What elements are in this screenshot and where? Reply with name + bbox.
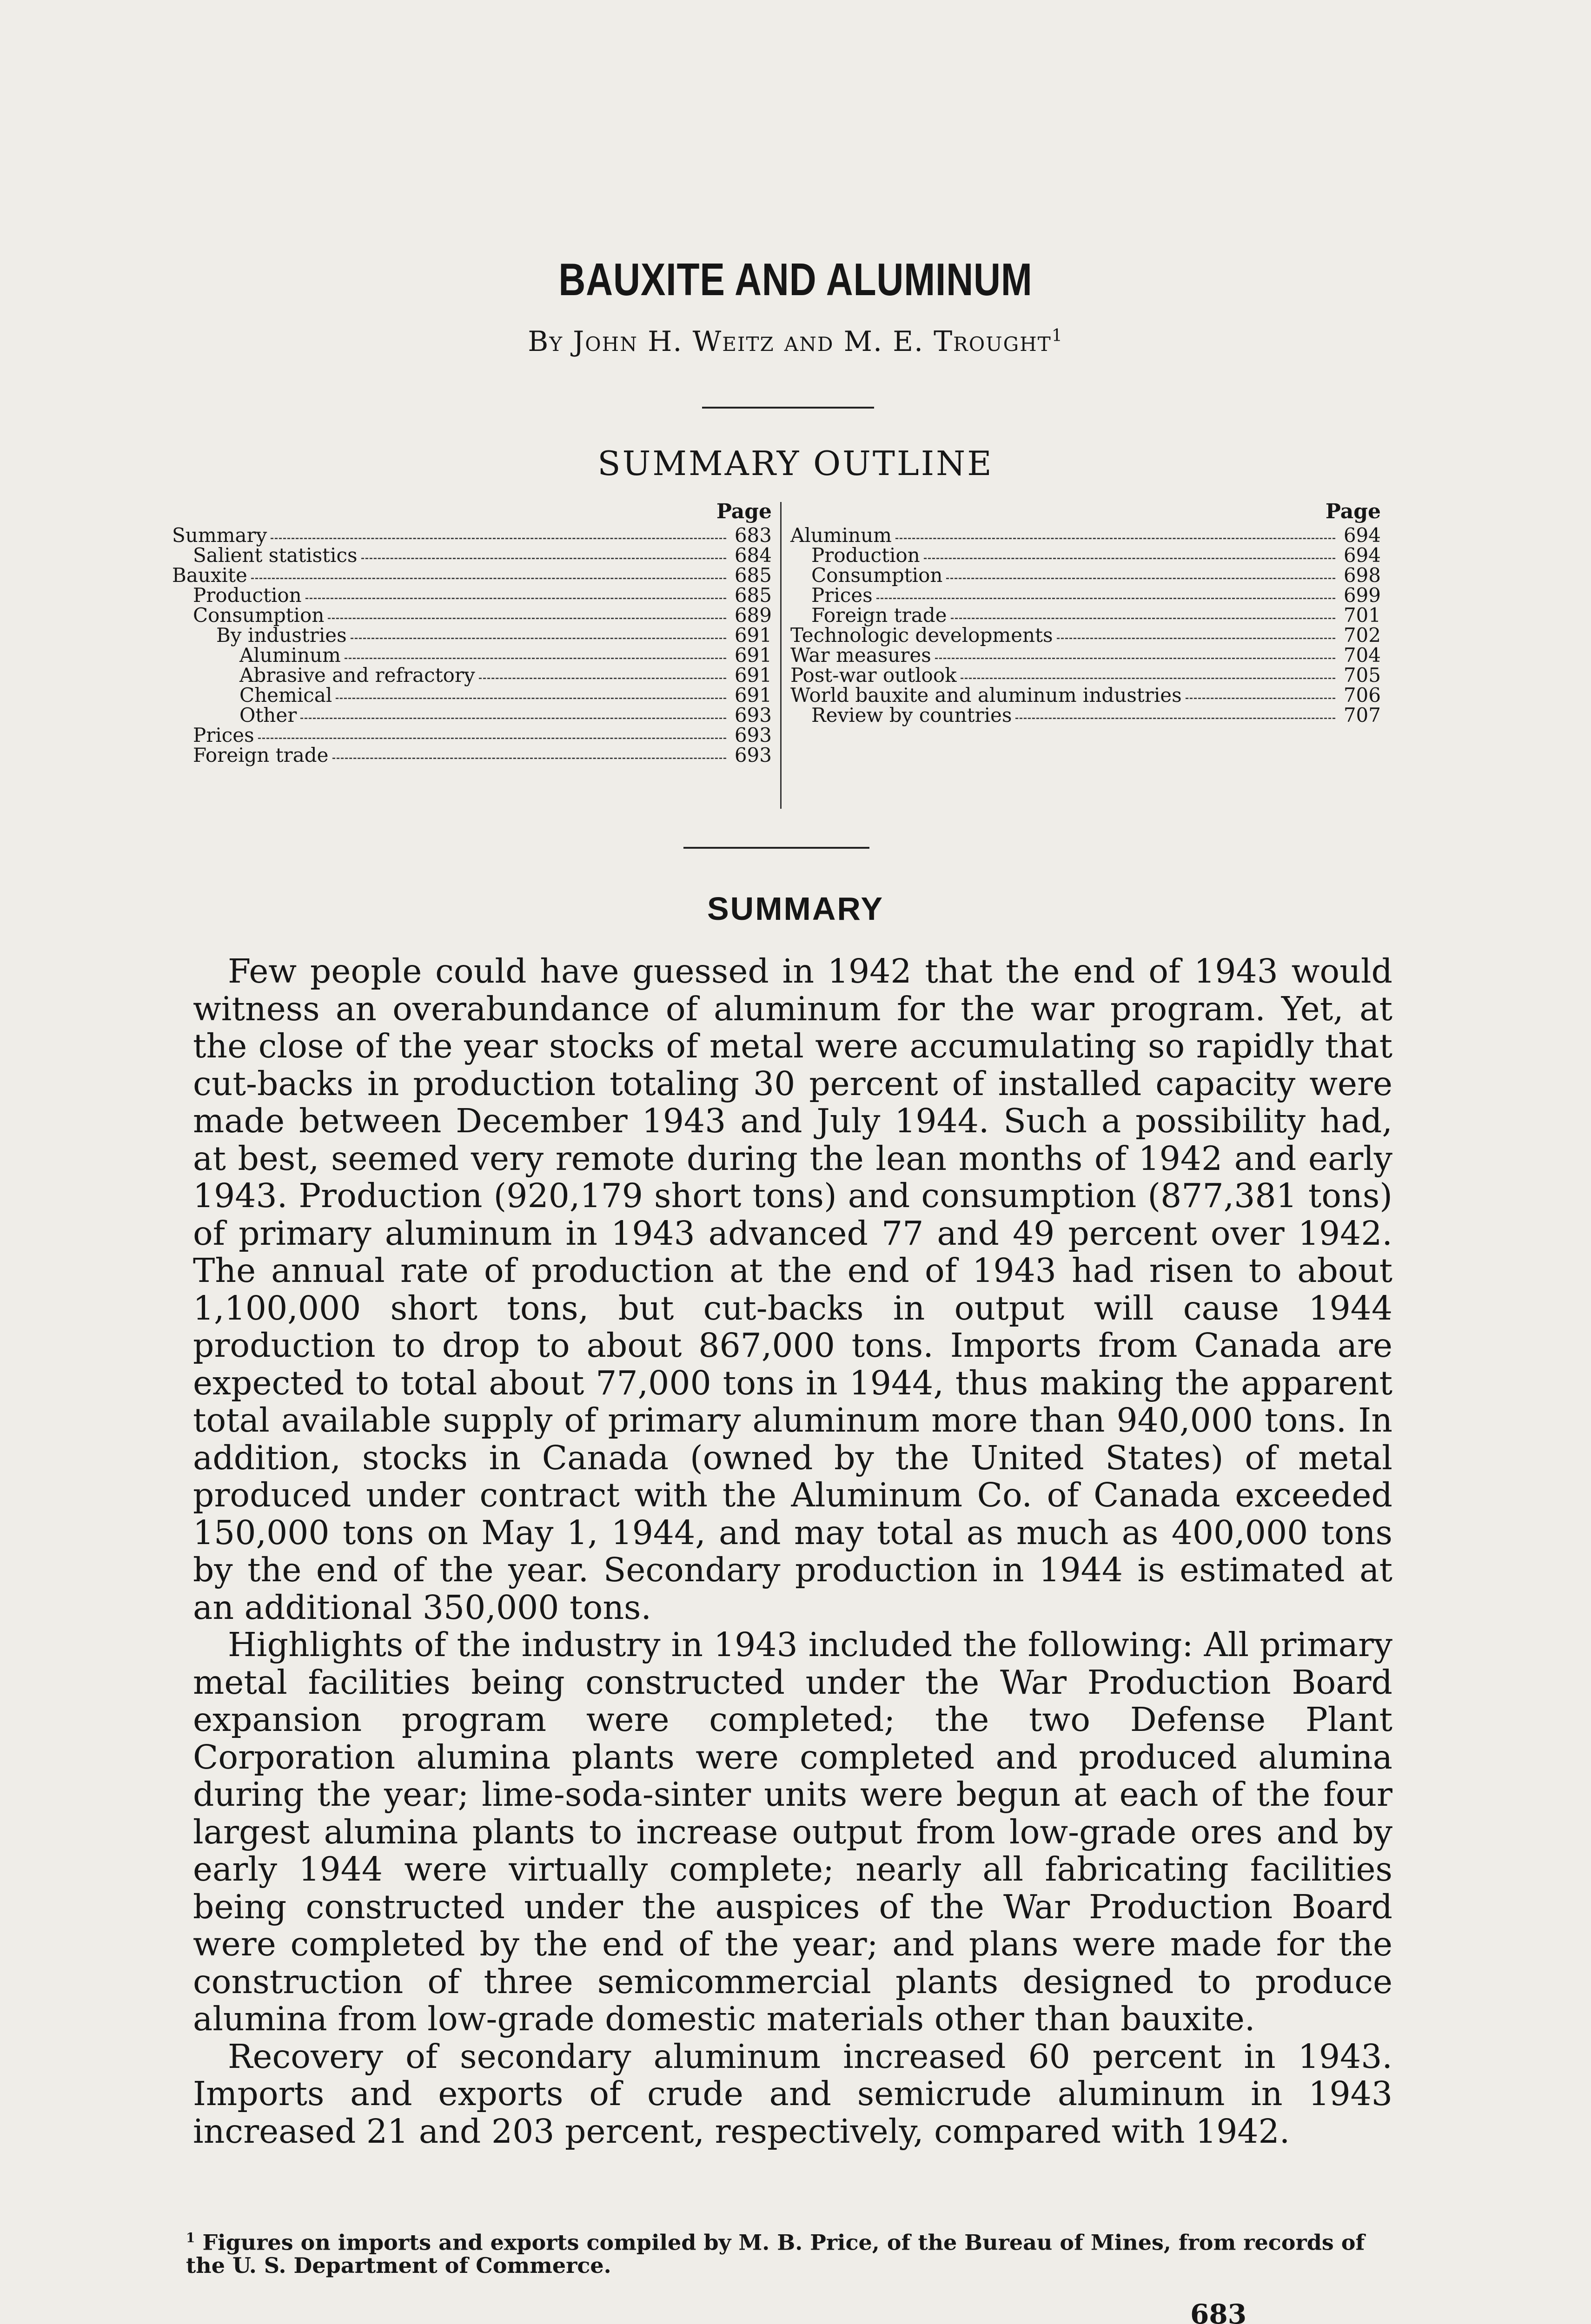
toc-leader-dots [300,718,726,719]
toc-leader-dots [1015,718,1335,719]
toc-entry-label: Chemical [239,684,332,706]
summary-body [193,953,1392,2150]
toc-entry-page: 704 [1343,644,1381,667]
toc-entry-label: Bauxite [172,564,247,587]
byline-prefix: By [528,325,563,358]
toc-entry [172,745,772,765]
toc-entry-page: 694 [1343,524,1381,547]
footnote-text: Figures on imports and exports compiled by M. B. Price, of the Bureau of Mines, from records of the U. S. Department of Commerce. [186,2230,1365,2278]
summary-paragraph: Recovery of secondary aluminum increased 60 percent in 1943. Imports and exports of crude and semicrude aluminum in 1943 increased 21 and 203 percent, respectively, compared with 1942. [193,2037,1392,2151]
toc-entry [790,625,1381,645]
toc-entry [172,565,772,585]
toc-entry-page: 706 [1343,684,1381,706]
toc-leader-dots [876,598,1335,599]
toc-entry-label: Prices [811,584,873,607]
toc-entry [172,585,772,605]
toc-entry-page: 694 [1343,544,1381,567]
toc-entry-label: Other [239,704,297,726]
toc-entry-page: 691 [734,624,772,647]
toc-leader-dots [946,578,1335,579]
byline-and: and [784,325,834,358]
toc-entry [790,645,1381,665]
toc-entry [172,645,772,665]
page-title: BAUXITE AND ALUMINUM [558,254,1033,305]
toc-entry-page: 705 [1343,664,1381,687]
summary-paragraph: Highlights of the industry in 1943 included the following: All primary metal facilities being constructed under the War Production Board expansion program were completed; the two Defense Plant Corporation alumina plants were completed and produced alumina during the year; lime-soda-sinter units were begun at each of the four largest alumina plants to increase output from low-grade ores and by early 1944 were virtually complete; nearly all fabricating facilities being constructed under the auspices of the War Production Board were completed by the end of the year; and plans were made for the construction of three semicommercial plants designed to produce alumina from low-grade domestic materials other than bauxite. [193,1625,1392,2038]
toc-right-column [790,500,1381,725]
toc-left-column [172,500,772,765]
toc-entry [172,725,772,745]
toc-leader-dots [479,678,726,679]
page-number: 683 [1190,2298,1247,2324]
toc-entry-page: 693 [734,724,772,746]
toc-entry-label: Abrasive and refractory [239,664,475,687]
toc-entry-label: Post-war outlook [790,664,957,687]
toc-entry [790,565,1381,585]
toc-entry [790,665,1381,685]
toc-leader-dots [1186,698,1335,699]
toc-leader-dots [258,738,726,739]
byline [0,325,1591,358]
toc-entry [790,525,1381,545]
toc-entry [790,685,1381,705]
toc-entry-label: Prices [193,724,254,746]
toc-leader-dots [961,678,1335,679]
toc-entry [790,545,1381,565]
toc-page-header: Page [716,500,772,523]
toc-entry-label: Foreign trade [193,744,329,766]
toc-page-header: Page [1325,500,1381,523]
toc-entry-label: Review by countries [811,704,1012,726]
footnote [186,2226,1395,2277]
toc-leader-dots [328,618,726,619]
toc-entry-page: 691 [734,664,772,687]
outline-heading: SUMMARY OUTLINE [597,444,994,483]
toc-leader-dots [351,638,726,639]
toc-entry [172,605,772,625]
summary-heading: SUMMARY [707,891,884,927]
toc-entry [790,585,1381,605]
title-divider [702,407,874,409]
toc-entry [790,705,1381,725]
toc-entry-page: 693 [734,704,772,726]
toc-column-divider [780,502,782,809]
toc-entry-page: 684 [734,544,772,567]
toc-entry-label: Summary [172,524,267,547]
author-2: M. E. Trought [843,325,1052,358]
toc-entry-label: Salient statistics [193,544,358,567]
toc-entry-page: 693 [734,744,772,766]
toc-entry-page: 702 [1343,624,1381,647]
toc-leader-dots [935,658,1335,659]
toc-entry [172,625,772,645]
byline-footnote-mark: 1 [1051,326,1063,345]
toc-entry-page: 701 [1343,604,1381,627]
toc-entry-label: Consumption [193,604,325,627]
toc-entry-page: 699 [1343,584,1381,607]
toc-entry-page: 685 [734,564,772,587]
toc-entry-page: 685 [734,584,772,607]
author-1: John H. Weitz [573,325,775,358]
footnote-mark: 1 [186,2230,195,2245]
toc-entry-page: 691 [734,644,772,667]
toc-leader-dots [345,658,726,659]
toc-leader-dots [305,598,726,599]
toc-leader-dots [361,558,726,559]
toc-leader-dots [251,578,726,579]
toc-entry-page: 691 [734,684,772,706]
toc-entry [172,545,772,565]
toc-entry-page: 689 [734,604,772,627]
toc-entry [172,525,772,545]
toc-entry-page: 683 [734,524,772,547]
toc-entry [172,685,772,705]
toc-entry-label: War measures [790,644,931,667]
summary-paragraph: Few people could have guessed in 1942 that the end of 1943 would witness an overabundance of aluminum for the war program. Yet, at the close of the year stocks of metal were accumulating so rapidly that cut-backs in production totaling 30 percent of installed capacity were made between December 1943 and July 1944. Such a possibility had, at best, seemed very remote during the lean months of 1942 and early 1943. Production (920,179 short tons) and consumption (877,381 tons) of primary aluminum in 1943 advanced 77 and 49 percent over 1942. The annual rate of production at the end of 1943 had risen to about 1,100,000 short tons, but cut-backs in output will cause 1944 production to drop to about 867,000 tons. Imports from Canada are expected to total about 77,000 tons in 1944, thus making the apparent total available supply of primary aluminum more than 940,000 tons. In addition, stocks in Canada (owned by the United States) of metal produced under contract with the Aluminum Co. of Canada exceeded 150,000 tons on May 1, 1944, and may total as much as 400,000 tons by the end of the year. Secondary production in 1944 is estimated at an additional 350,000 tons. [193,952,1392,1627]
toc-entry-label: By industries [216,624,347,647]
toc-entry-label: Consumption [811,564,943,587]
toc-entry-page: 707 [1343,704,1381,726]
toc-leader-dots [332,758,726,759]
toc-leader-dots [336,698,726,699]
toc-entry [172,705,772,725]
toc-entry [172,665,772,685]
outline-divider [683,847,869,849]
toc-entry-label: Production [193,584,302,607]
toc-leader-dots [1057,638,1335,639]
toc-leader-dots [924,558,1335,559]
toc-leader-dots [895,538,1335,539]
toc-leader-dots [951,618,1335,619]
toc-entry-label: Aluminum [239,644,341,667]
toc-entry-label: Technologic developments [790,624,1053,647]
toc-entry-label: Foreign trade [811,604,947,627]
toc-leader-dots [271,538,726,539]
toc-entry-label: World bauxite and aluminum industries [790,684,1182,706]
toc-entry-label: Aluminum [790,524,892,547]
toc-entry-page: 698 [1343,564,1381,587]
toc-entry [790,605,1381,625]
toc-entry-label: Production [811,544,920,567]
